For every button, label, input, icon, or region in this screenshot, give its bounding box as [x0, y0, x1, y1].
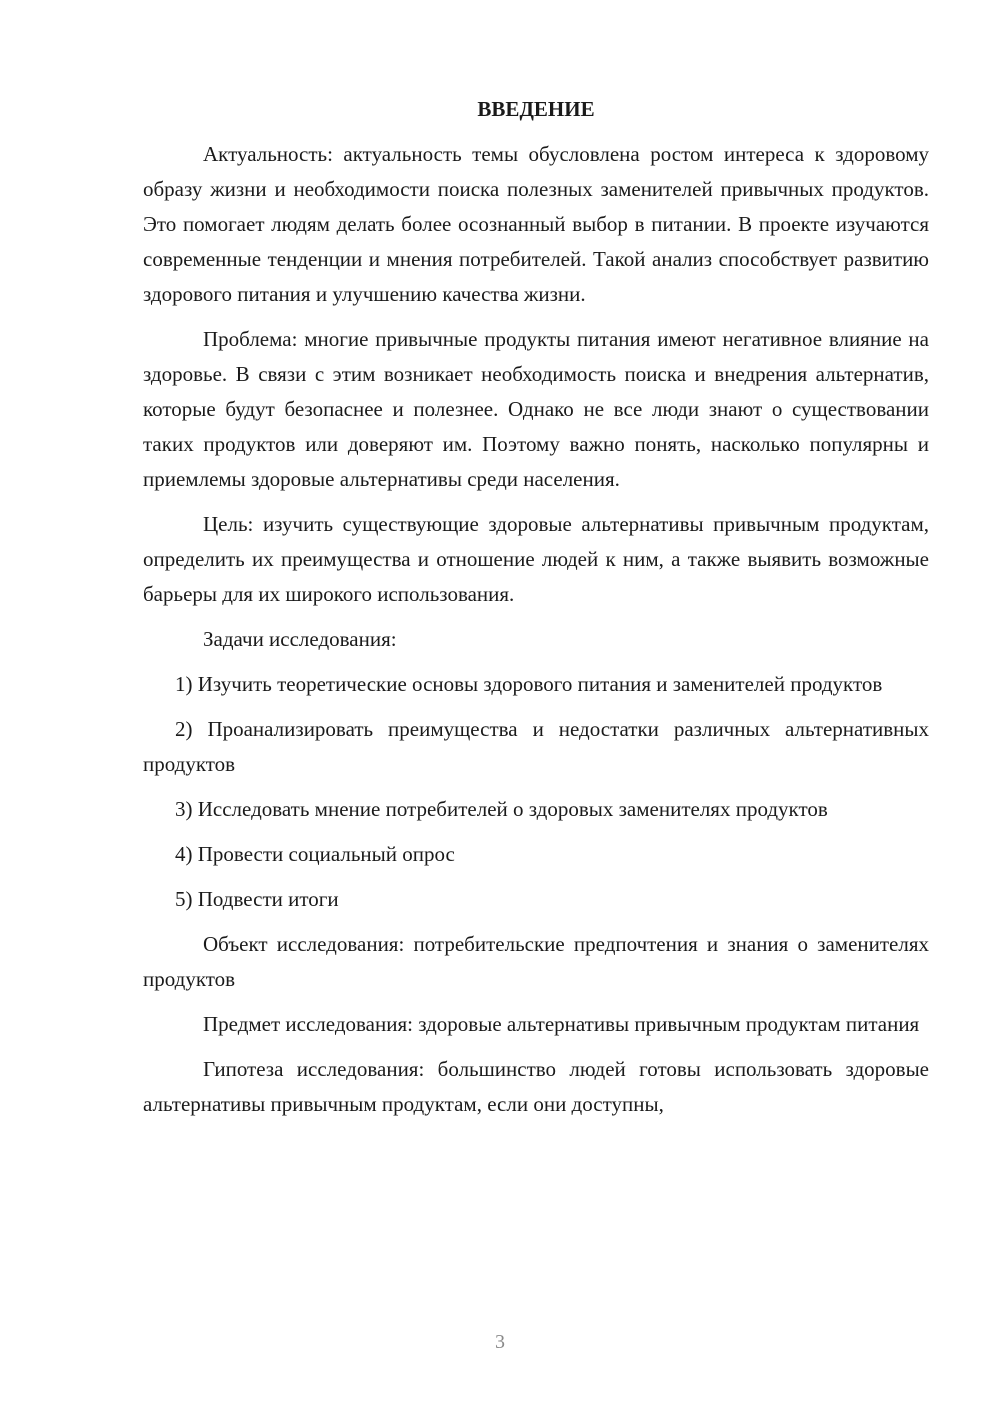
paragraph-hypothesis: Гипотеза исследования: большинство людей готовы использовать здоровые альтернативы привычным продуктам, если они доступны, [143, 1057, 929, 1116]
task-item-4: 4) Провести социальный опрос [175, 842, 455, 866]
task-item-1: 1) Изучить теоретические основы здорового питания и заменителей продуктов [175, 672, 883, 696]
page-number: 3 [495, 1331, 505, 1353]
task-item-3: 3) Исследовать мнение потребителей о здоровых заменителях продуктов [175, 797, 828, 821]
paragraph-object: Объект исследования: потребительские предпочтения и знания о заменителях продуктов [143, 932, 929, 991]
section-heading: ВВЕДЕНИЕ [477, 97, 595, 121]
paragraph-subject: Предмет исследования: здоровые альтернативы привычным продуктам питания [203, 1012, 920, 1036]
task-item-5: 5) Подвести итоги [175, 887, 339, 911]
document-body [143, 92, 929, 1132]
paragraph-tasks-intro: Задачи исследования: [203, 627, 397, 651]
paragraph-relevance: Актуальность: актуальность темы обусловлена ростом интереса к здоровому образу жизни и необходимости поиска полезных заменителей привычных продуктов. Это помогает людям делать более осознанный выбор в питании. В проекте изучаются современные тенденции и мнения потребителей. Такой анализ способствует развитию здорового питания и улучшению качества жизни. [143, 142, 929, 306]
paragraph-goal: Цель: изучить существующие здоровые альтернативы привычным продуктам, определить их преимущества и отношение людей к ним, а также выявить возможные барьеры для их широкого использования. [143, 512, 929, 606]
task-item-2: 2) Проанализировать преимущества и недостатки различных альтернативных продуктов [143, 717, 929, 776]
paragraph-problem: Проблема: многие привычные продукты питания имеют негативное влияние на здоровье. В связи с этим возникает необходимость поиска и внедрения альтернатив, которые будут безопаснее и полезнее. Однако не все люди знают о существовании таких продуктов или доверяют им. Поэтому важно понять, насколько популярны и приемлемы здоровые альтернативы среди населения. [143, 327, 929, 491]
